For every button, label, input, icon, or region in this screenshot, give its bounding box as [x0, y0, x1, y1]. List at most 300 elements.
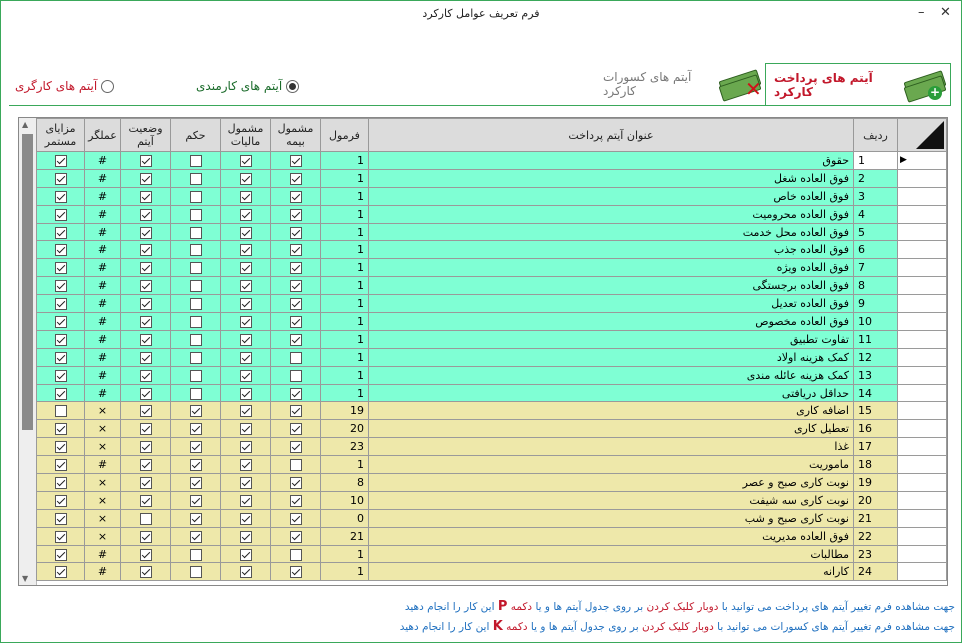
- radio-employees-dot[interactable]: [286, 80, 299, 93]
- benefits-cell[interactable]: [37, 330, 85, 348]
- benefits-cell[interactable]: [37, 474, 85, 492]
- row-selector[interactable]: [898, 277, 947, 295]
- status-cell[interactable]: [121, 187, 171, 205]
- title-cell[interactable]: فوق العاده تعدیل: [369, 295, 854, 313]
- col-insurance[interactable]: مشمول بیمه: [271, 119, 321, 152]
- insurance-checkbox[interactable]: [290, 531, 302, 543]
- rule-cell[interactable]: [171, 259, 221, 277]
- benefits-cell[interactable]: [37, 456, 85, 474]
- scrollbar-thumb[interactable]: [22, 134, 33, 430]
- insurance-cell[interactable]: [271, 152, 321, 170]
- benefits-checkbox[interactable]: [55, 244, 67, 256]
- row-selector[interactable]: [898, 295, 947, 313]
- rule-cell[interactable]: [171, 277, 221, 295]
- rule-checkbox[interactable]: [190, 316, 202, 328]
- rule-checkbox[interactable]: [190, 209, 202, 221]
- insurance-checkbox[interactable]: [290, 352, 302, 364]
- col-row-number[interactable]: ردیف: [854, 119, 898, 152]
- title-cell[interactable]: غذا: [369, 438, 854, 456]
- formula-cell[interactable]: 1: [321, 348, 369, 366]
- row-selector[interactable]: [898, 169, 947, 187]
- rule-cell[interactable]: [171, 384, 221, 402]
- tax-checkbox[interactable]: [240, 209, 252, 221]
- row-selector[interactable]: [898, 563, 947, 581]
- col-tax[interactable]: مشمول مالیات: [221, 119, 271, 152]
- insurance-cell[interactable]: [271, 348, 321, 366]
- benefits-checkbox[interactable]: [55, 298, 67, 310]
- status-cell[interactable]: [121, 169, 171, 187]
- rule-checkbox[interactable]: [190, 191, 202, 203]
- title-cell[interactable]: اضافه کاری: [369, 402, 854, 420]
- status-checkbox[interactable]: [140, 209, 152, 221]
- rule-checkbox[interactable]: [190, 298, 202, 310]
- status-cell[interactable]: [121, 491, 171, 509]
- row-selector[interactable]: [898, 259, 947, 277]
- col-benefits[interactable]: مزایای مستمر: [37, 119, 85, 152]
- benefits-cell[interactable]: [37, 259, 85, 277]
- status-checkbox[interactable]: [140, 262, 152, 274]
- rule-checkbox[interactable]: [190, 566, 202, 578]
- select-all-corner[interactable]: [898, 119, 947, 152]
- tax-cell[interactable]: [221, 187, 271, 205]
- col-rule[interactable]: حکم: [171, 119, 221, 152]
- tax-cell[interactable]: [221, 366, 271, 384]
- tax-checkbox[interactable]: [240, 173, 252, 185]
- tax-cell[interactable]: [221, 438, 271, 456]
- insurance-checkbox[interactable]: [290, 477, 302, 489]
- row-selector[interactable]: [898, 348, 947, 366]
- tax-checkbox[interactable]: [240, 513, 252, 525]
- formula-cell[interactable]: 1: [321, 366, 369, 384]
- tax-cell[interactable]: [221, 348, 271, 366]
- rule-cell[interactable]: [171, 330, 221, 348]
- benefits-checkbox[interactable]: [55, 441, 67, 453]
- status-checkbox[interactable]: [140, 334, 152, 346]
- status-cell[interactable]: [121, 402, 171, 420]
- status-cell[interactable]: [121, 366, 171, 384]
- insurance-checkbox[interactable]: [290, 191, 302, 203]
- table-row[interactable]: [37, 545, 947, 563]
- tax-checkbox[interactable]: [240, 566, 252, 578]
- insurance-cell[interactable]: [271, 313, 321, 331]
- tax-cell[interactable]: [221, 563, 271, 581]
- table-row[interactable]: [37, 223, 947, 241]
- status-checkbox[interactable]: [140, 173, 152, 185]
- formula-cell[interactable]: 1: [321, 563, 369, 581]
- formula-cell[interactable]: 19: [321, 402, 369, 420]
- status-checkbox[interactable]: [140, 405, 152, 417]
- rule-cell[interactable]: [171, 438, 221, 456]
- rule-cell[interactable]: [171, 205, 221, 223]
- benefits-checkbox[interactable]: [55, 459, 67, 471]
- status-checkbox[interactable]: [140, 280, 152, 292]
- benefits-checkbox[interactable]: [55, 388, 67, 400]
- status-cell[interactable]: [121, 223, 171, 241]
- col-status[interactable]: وضعیت آیتم: [121, 119, 171, 152]
- row-selector[interactable]: [898, 509, 947, 527]
- status-cell[interactable]: [121, 456, 171, 474]
- benefits-checkbox[interactable]: [55, 549, 67, 561]
- status-cell[interactable]: [121, 205, 171, 223]
- table-row[interactable]: [37, 295, 947, 313]
- formula-cell[interactable]: 1: [321, 152, 369, 170]
- status-cell[interactable]: [121, 563, 171, 581]
- benefits-checkbox[interactable]: [55, 370, 67, 382]
- insurance-cell[interactable]: [271, 545, 321, 563]
- title-cell[interactable]: ماموریت: [369, 456, 854, 474]
- formula-cell[interactable]: 1: [321, 295, 369, 313]
- benefits-cell[interactable]: [37, 384, 85, 402]
- tab-deductions[interactable]: [595, 63, 765, 105]
- status-cell[interactable]: [121, 348, 171, 366]
- insurance-checkbox[interactable]: [290, 405, 302, 417]
- benefits-cell[interactable]: [37, 491, 85, 509]
- insurance-checkbox[interactable]: [290, 423, 302, 435]
- benefits-cell[interactable]: [37, 563, 85, 581]
- tax-checkbox[interactable]: [240, 244, 252, 256]
- title-cell[interactable]: فوق العاده خاص: [369, 187, 854, 205]
- benefits-checkbox[interactable]: [55, 280, 67, 292]
- rule-checkbox[interactable]: [190, 370, 202, 382]
- formula-cell[interactable]: 20: [321, 420, 369, 438]
- insurance-checkbox[interactable]: [290, 209, 302, 221]
- tax-checkbox[interactable]: [240, 155, 252, 167]
- formula-cell[interactable]: 10: [321, 491, 369, 509]
- table-row[interactable]: [37, 348, 947, 366]
- status-cell[interactable]: [121, 474, 171, 492]
- benefits-checkbox[interactable]: [55, 405, 67, 417]
- benefits-checkbox[interactable]: [55, 352, 67, 364]
- insurance-checkbox[interactable]: [290, 244, 302, 256]
- rule-cell[interactable]: [171, 527, 221, 545]
- rule-cell[interactable]: [171, 313, 221, 331]
- tax-checkbox[interactable]: [240, 370, 252, 382]
- col-operator[interactable]: عملگر: [85, 119, 121, 152]
- status-cell[interactable]: [121, 241, 171, 259]
- row-selector[interactable]: [898, 438, 947, 456]
- formula-cell[interactable]: 1: [321, 456, 369, 474]
- benefits-checkbox[interactable]: [55, 155, 67, 167]
- title-cell[interactable]: حداقل دریافتی: [369, 384, 854, 402]
- status-cell[interactable]: [121, 545, 171, 563]
- insurance-checkbox[interactable]: [290, 370, 302, 382]
- title-cell[interactable]: فوق العاده ویژه: [369, 259, 854, 277]
- insurance-checkbox[interactable]: [290, 316, 302, 328]
- rule-cell[interactable]: [171, 169, 221, 187]
- tax-cell[interactable]: [221, 223, 271, 241]
- benefits-cell[interactable]: [37, 348, 85, 366]
- rule-cell[interactable]: [171, 295, 221, 313]
- tax-checkbox[interactable]: [240, 280, 252, 292]
- insurance-cell[interactable]: [271, 527, 321, 545]
- row-selector[interactable]: [898, 384, 947, 402]
- title-cell[interactable]: نوبت کاری صبح و عصر: [369, 474, 854, 492]
- table-row[interactable]: [37, 438, 947, 456]
- status-cell[interactable]: [121, 277, 171, 295]
- title-cell[interactable]: فوق العاده محرومیت: [369, 205, 854, 223]
- title-cell[interactable]: فوق العاده مدیریت: [369, 527, 854, 545]
- table-row[interactable]: [37, 563, 947, 581]
- insurance-checkbox[interactable]: [290, 173, 302, 185]
- table-row[interactable]: [37, 474, 947, 492]
- formula-cell[interactable]: 1: [321, 259, 369, 277]
- rule-checkbox[interactable]: [190, 244, 202, 256]
- insurance-checkbox[interactable]: [290, 262, 302, 274]
- insurance-checkbox[interactable]: [290, 459, 302, 471]
- tax-checkbox[interactable]: [240, 495, 252, 507]
- insurance-cell[interactable]: [271, 277, 321, 295]
- rule-checkbox[interactable]: [190, 477, 202, 489]
- insurance-cell[interactable]: [271, 205, 321, 223]
- status-checkbox[interactable]: [140, 566, 152, 578]
- table-row[interactable]: [37, 491, 947, 509]
- benefits-cell[interactable]: [37, 402, 85, 420]
- tax-checkbox[interactable]: [240, 298, 252, 310]
- table-row[interactable]: [37, 152, 947, 170]
- benefits-cell[interactable]: [37, 241, 85, 259]
- insurance-cell[interactable]: [271, 187, 321, 205]
- table-row[interactable]: [37, 384, 947, 402]
- status-checkbox[interactable]: [140, 298, 152, 310]
- formula-cell[interactable]: 21: [321, 527, 369, 545]
- benefits-checkbox[interactable]: [55, 262, 67, 274]
- benefits-checkbox[interactable]: [55, 334, 67, 346]
- title-cell[interactable]: فوق العاده مخصوص: [369, 313, 854, 331]
- status-checkbox[interactable]: [140, 477, 152, 489]
- payment-items-grid[interactable]: [18, 117, 948, 586]
- tax-cell[interactable]: [221, 277, 271, 295]
- insurance-checkbox[interactable]: [290, 155, 302, 167]
- tax-checkbox[interactable]: [240, 262, 252, 274]
- rule-cell[interactable]: [171, 348, 221, 366]
- title-cell[interactable]: فوق العاده شغل: [369, 169, 854, 187]
- insurance-checkbox[interactable]: [290, 227, 302, 239]
- title-cell[interactable]: کارانه: [369, 563, 854, 581]
- benefits-checkbox[interactable]: [55, 531, 67, 543]
- row-selector[interactable]: [898, 205, 947, 223]
- status-checkbox[interactable]: [140, 316, 152, 328]
- tax-cell[interactable]: [221, 491, 271, 509]
- table-row[interactable]: [37, 330, 947, 348]
- title-cell[interactable]: مطالبات: [369, 545, 854, 563]
- tax-checkbox[interactable]: [240, 227, 252, 239]
- status-checkbox[interactable]: [140, 191, 152, 203]
- title-cell[interactable]: فوق العاده برجستگی: [369, 277, 854, 295]
- insurance-cell[interactable]: [271, 474, 321, 492]
- status-checkbox[interactable]: [140, 531, 152, 543]
- table-row[interactable]: [37, 169, 947, 187]
- tax-checkbox[interactable]: [240, 441, 252, 453]
- rule-cell[interactable]: [171, 563, 221, 581]
- benefits-checkbox[interactable]: [55, 477, 67, 489]
- row-selector[interactable]: [898, 491, 947, 509]
- tax-checkbox[interactable]: [240, 316, 252, 328]
- title-cell[interactable]: کمک هزینه عائله مندی: [369, 366, 854, 384]
- tax-cell[interactable]: [221, 152, 271, 170]
- status-cell[interactable]: [121, 330, 171, 348]
- table-row[interactable]: [37, 509, 947, 527]
- tax-cell[interactable]: [221, 295, 271, 313]
- rule-checkbox[interactable]: [190, 173, 202, 185]
- benefits-checkbox[interactable]: [55, 191, 67, 203]
- rule-cell[interactable]: [171, 509, 221, 527]
- tax-cell[interactable]: [221, 420, 271, 438]
- row-selector[interactable]: [898, 187, 947, 205]
- tax-cell[interactable]: [221, 169, 271, 187]
- insurance-checkbox[interactable]: [290, 441, 302, 453]
- tax-checkbox[interactable]: [240, 334, 252, 346]
- rule-checkbox[interactable]: [190, 441, 202, 453]
- insurance-cell[interactable]: [271, 295, 321, 313]
- table-row[interactable]: [37, 241, 947, 259]
- benefits-cell[interactable]: [37, 187, 85, 205]
- benefits-cell[interactable]: [37, 366, 85, 384]
- rule-checkbox[interactable]: [190, 549, 202, 561]
- radio-employees[interactable]: [196, 79, 299, 93]
- tax-cell[interactable]: [221, 313, 271, 331]
- tax-checkbox[interactable]: [240, 459, 252, 471]
- tax-checkbox[interactable]: [240, 477, 252, 489]
- rule-checkbox[interactable]: [190, 280, 202, 292]
- benefits-cell[interactable]: [37, 313, 85, 331]
- rule-checkbox[interactable]: [190, 405, 202, 417]
- title-cell[interactable]: فوق العاده جذب: [369, 241, 854, 259]
- tax-cell[interactable]: [221, 402, 271, 420]
- table-row[interactable]: [37, 205, 947, 223]
- tax-cell[interactable]: [221, 330, 271, 348]
- row-selector[interactable]: [898, 420, 947, 438]
- formula-cell[interactable]: 0: [321, 509, 369, 527]
- row-selector[interactable]: [898, 474, 947, 492]
- tax-cell[interactable]: [221, 527, 271, 545]
- scroll-up-icon[interactable]: ▲: [22, 120, 29, 129]
- formula-cell[interactable]: 1: [321, 169, 369, 187]
- status-checkbox[interactable]: [140, 441, 152, 453]
- insurance-cell[interactable]: [271, 456, 321, 474]
- benefits-cell[interactable]: [37, 277, 85, 295]
- formula-cell[interactable]: 8: [321, 474, 369, 492]
- rule-checkbox[interactable]: [190, 262, 202, 274]
- rule-checkbox[interactable]: [190, 495, 202, 507]
- benefits-checkbox[interactable]: [55, 227, 67, 239]
- rule-checkbox[interactable]: [190, 388, 202, 400]
- status-cell[interactable]: [121, 438, 171, 456]
- tax-cell[interactable]: [221, 205, 271, 223]
- row-selector[interactable]: [898, 527, 947, 545]
- status-cell[interactable]: [121, 420, 171, 438]
- formula-cell[interactable]: 1: [321, 313, 369, 331]
- insurance-checkbox[interactable]: [290, 513, 302, 525]
- benefits-checkbox[interactable]: [55, 173, 67, 185]
- insurance-cell[interactable]: [271, 241, 321, 259]
- table-row[interactable]: [37, 277, 947, 295]
- formula-cell[interactable]: 1: [321, 223, 369, 241]
- status-checkbox[interactable]: [140, 495, 152, 507]
- formula-cell[interactable]: 1: [321, 277, 369, 295]
- insurance-cell[interactable]: [271, 223, 321, 241]
- rule-checkbox[interactable]: [190, 227, 202, 239]
- rule-checkbox[interactable]: [190, 459, 202, 471]
- row-selector[interactable]: [898, 313, 947, 331]
- row-selector[interactable]: [898, 402, 947, 420]
- tax-cell[interactable]: [221, 509, 271, 527]
- benefits-checkbox[interactable]: [55, 209, 67, 221]
- tax-checkbox[interactable]: [240, 423, 252, 435]
- table-row[interactable]: [37, 402, 947, 420]
- rule-checkbox[interactable]: [190, 352, 202, 364]
- rule-checkbox[interactable]: [190, 155, 202, 167]
- table-row[interactable]: [37, 313, 947, 331]
- tax-cell[interactable]: [221, 241, 271, 259]
- rule-cell[interactable]: [171, 474, 221, 492]
- table-row[interactable]: [37, 366, 947, 384]
- insurance-cell[interactable]: [271, 384, 321, 402]
- tax-cell[interactable]: [221, 259, 271, 277]
- benefits-checkbox[interactable]: [55, 566, 67, 578]
- benefits-cell[interactable]: [37, 169, 85, 187]
- row-selector[interactable]: [898, 223, 947, 241]
- benefits-cell[interactable]: [37, 152, 85, 170]
- tax-cell[interactable]: [221, 456, 271, 474]
- table-row[interactable]: [37, 456, 947, 474]
- insurance-cell[interactable]: [271, 438, 321, 456]
- insurance-cell[interactable]: [271, 169, 321, 187]
- status-checkbox[interactable]: [140, 370, 152, 382]
- status-checkbox[interactable]: [140, 352, 152, 364]
- radio-workers-option[interactable]: [15, 79, 114, 93]
- insurance-checkbox[interactable]: [290, 298, 302, 310]
- tax-checkbox[interactable]: [240, 405, 252, 417]
- rule-cell[interactable]: [171, 152, 221, 170]
- tax-checkbox[interactable]: [240, 388, 252, 400]
- tab-payments[interactable]: [765, 63, 951, 105]
- rule-cell[interactable]: [171, 545, 221, 563]
- insurance-cell[interactable]: [271, 259, 321, 277]
- row-selector[interactable]: [898, 241, 947, 259]
- row-selector[interactable]: ▶: [898, 152, 947, 170]
- title-cell[interactable]: کمک هزینه اولاد: [369, 348, 854, 366]
- tax-cell[interactable]: [221, 545, 271, 563]
- minimize-button[interactable]: –: [918, 5, 925, 20]
- benefits-cell[interactable]: [37, 438, 85, 456]
- rule-cell[interactable]: [171, 241, 221, 259]
- status-cell[interactable]: [121, 259, 171, 277]
- close-button[interactable]: ✕: [940, 5, 951, 20]
- rule-cell[interactable]: [171, 420, 221, 438]
- title-cell[interactable]: تفاوت تطبیق: [369, 330, 854, 348]
- insurance-checkbox[interactable]: [290, 280, 302, 292]
- insurance-checkbox[interactable]: [290, 495, 302, 507]
- rule-checkbox[interactable]: [190, 513, 202, 525]
- formula-cell[interactable]: 1: [321, 241, 369, 259]
- status-checkbox[interactable]: [140, 459, 152, 471]
- benefits-cell[interactable]: [37, 295, 85, 313]
- benefits-cell[interactable]: [37, 420, 85, 438]
- benefits-cell[interactable]: [37, 545, 85, 563]
- radio-workers-dot[interactable]: [101, 80, 114, 93]
- formula-cell[interactable]: 23: [321, 438, 369, 456]
- title-cell[interactable]: حقوق: [369, 152, 854, 170]
- title-cell[interactable]: نوبت کاری صبح و شب: [369, 509, 854, 527]
- table-row[interactable]: [37, 187, 947, 205]
- table-row[interactable]: [37, 259, 947, 277]
- status-checkbox[interactable]: [140, 423, 152, 435]
- tax-checkbox[interactable]: [240, 191, 252, 203]
- insurance-cell[interactable]: [271, 366, 321, 384]
- rule-cell[interactable]: [171, 223, 221, 241]
- benefits-checkbox[interactable]: [55, 423, 67, 435]
- status-checkbox[interactable]: [140, 227, 152, 239]
